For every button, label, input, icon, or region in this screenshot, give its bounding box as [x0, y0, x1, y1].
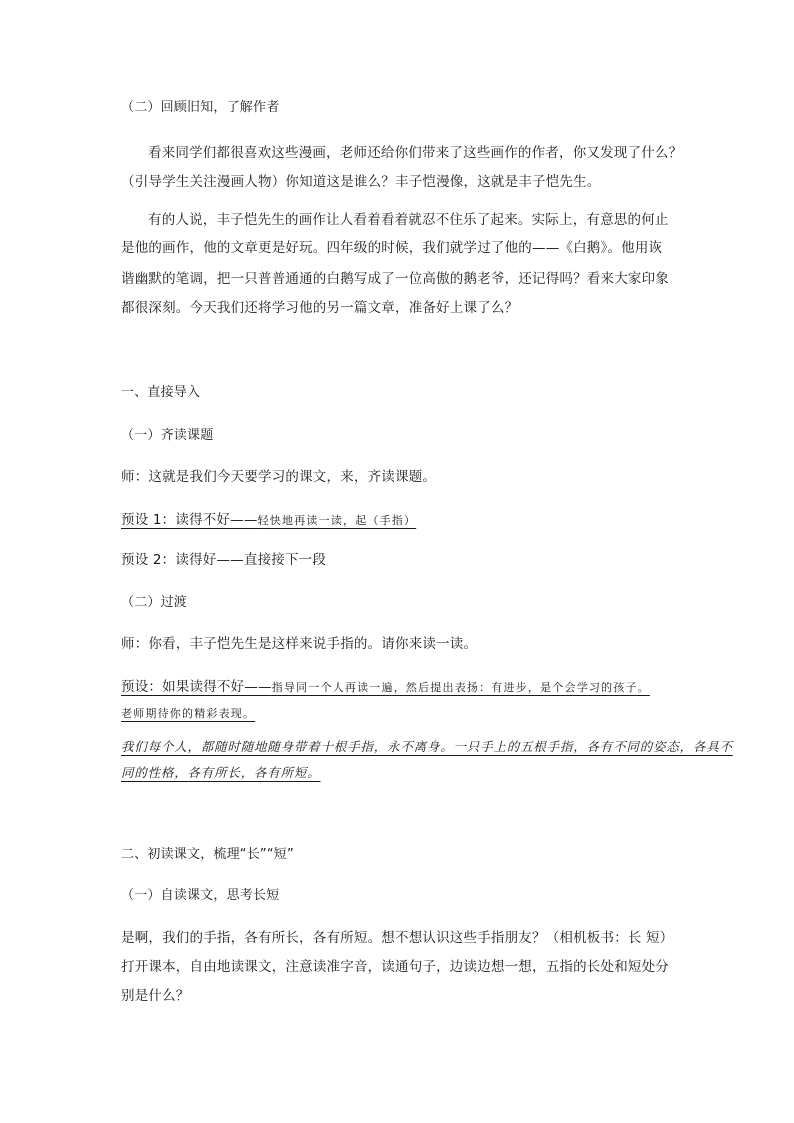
paragraph-line: 是啊，我们的手指，各有所长，各有所短。想不想认识这些手指朋友？（相机板书：长 短） — [121, 930, 674, 946]
quote-line — [121, 737, 733, 757]
teacher-line: 师：这就是我们今天要学习的课文，来，齐读课题。 — [121, 469, 437, 485]
preset-line-3-cont — [121, 703, 255, 724]
subheading-read-title: （一）齐读课题 — [121, 428, 214, 443]
subheading-self-read: （一）自读课文，思考长短 — [121, 888, 280, 903]
quote-text: 同的性格，各有所长，各有所短。 — [121, 765, 321, 780]
paragraph-line: 是他的画作，他的文章更是好玩。四年级的时候，我们就学过了他的——《白鹅》。他用诙 — [121, 240, 663, 256]
quote-text: 我们每个人，都随时随地随身带着十根手指，永不离身。一只手上的五根手指，各有不同的姿态，各具不 — [121, 739, 733, 754]
paragraph-line: 看来同学们都很喜欢这些漫画，老师还给你们带来了这些画作的作者，你又发现了什么？ — [148, 145, 683, 161]
paragraph-line: （引导学生关注漫画人物）你知道这是谁么？丰子恺漫像，这就是丰子恺先生。 — [121, 174, 601, 190]
section-heading-read: 二、初读课文，梳理“长”“短” — [121, 847, 294, 862]
preset-label: 预设：如果读得不好—— — [121, 679, 272, 695]
preset-note: 指导同一个人再读一遍，然后提出表扬：有进步，是个会学习的孩子。 — [271, 681, 650, 694]
preset-line-3 — [121, 677, 650, 698]
teacher-line: 师：你看，丰子恺先生是这样来说手指的。请你来读一读。 — [121, 636, 478, 652]
section-heading-recall: （二）回顾旧知，了解作者 — [121, 100, 280, 115]
preset-line-1 — [121, 510, 416, 531]
preset-line-2: 预设 2：读得好——直接接下一段 — [121, 552, 327, 568]
paragraph-line: 打开课本，自由地读课文，注意读准字音，读通句子，边读边想一想，五指的长处和短处分 — [121, 959, 669, 975]
subheading-transition: （二）过渡 — [121, 595, 188, 610]
paragraph-line: 都很深刻。今天我们还将学习他的另一篇文章，准备好上课了么？ — [121, 300, 519, 316]
section-heading-intro: 一、直接导入 — [121, 385, 201, 400]
preset-note: 轻快地再读一读，起（手指） — [257, 514, 417, 527]
preset-label: 预设 1：读得不好—— — [121, 512, 258, 528]
paragraph-line: 有的人说，丰子恺先生的画作让人看着看着就忍不住乐了起来。实际上，有意思的何止 — [148, 212, 669, 228]
quote-line — [121, 763, 321, 783]
preset-note-cont: 老师期待你的精彩表现。 — [121, 707, 256, 720]
paragraph-line: 别是什么？ — [121, 988, 190, 1004]
paragraph-line: 谐幽默的笔调，把一只普普通通的白鹅写成了一位高傲的鹅老爷，还记得吗？看来大家印象 — [121, 271, 669, 287]
